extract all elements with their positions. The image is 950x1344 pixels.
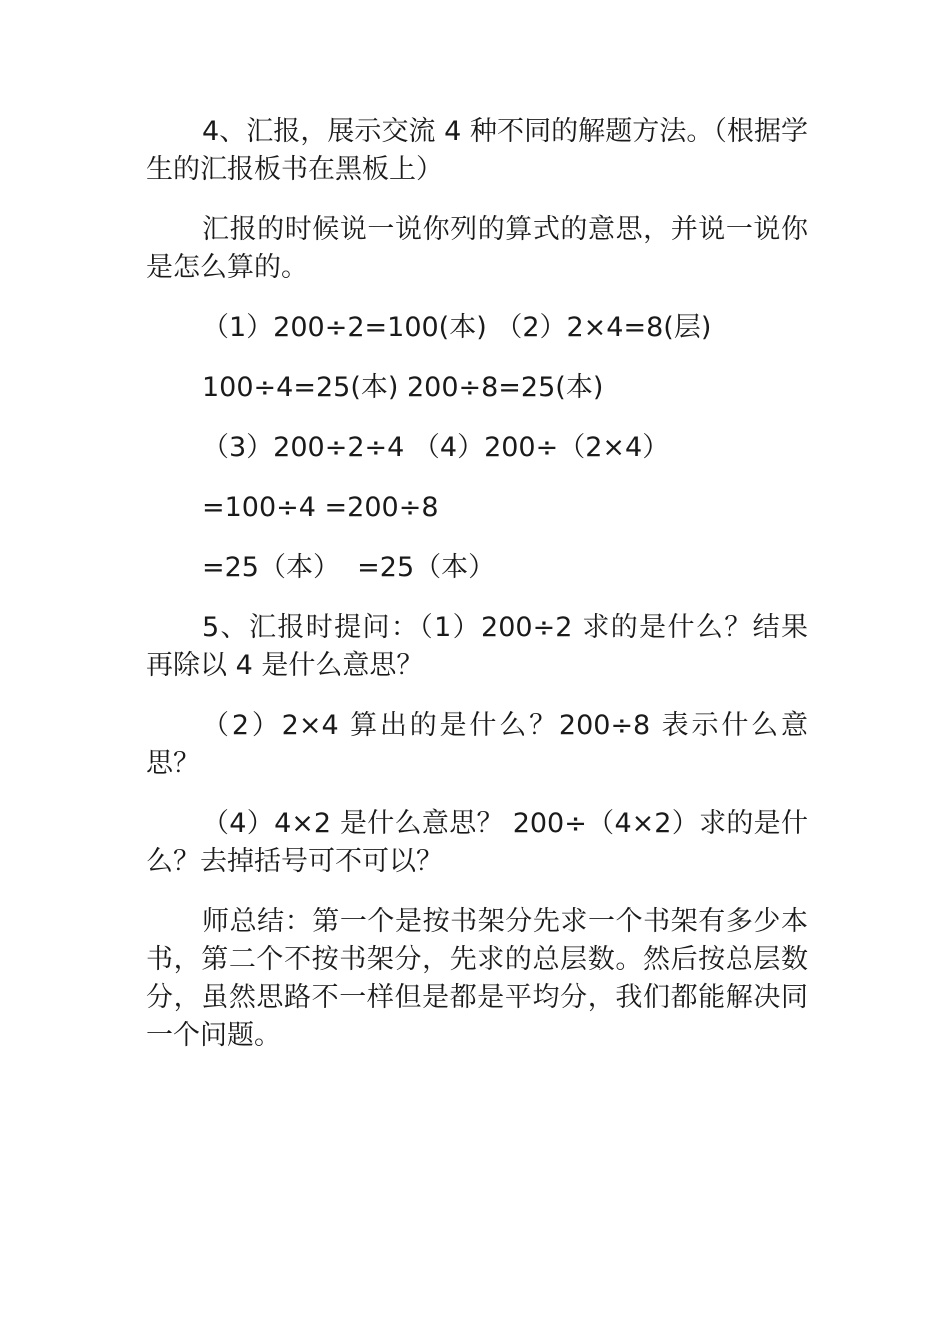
document-body (146, 113, 808, 1077)
paragraph-question-2: （2）2×4 算出的是什么？200÷8 表示什么意思？ (146, 710, 808, 779)
paragraph-teacher-summary: 师总结：第一个是按书架分先求一个书架有多少本书，第二个不按书架分，先求的总层数。然后按总层数分，虽然思路不一样但是都是平均分，我们都能解决同一个问题。 (146, 906, 808, 1051)
equation-line-4: =100÷4 =200÷8 (202, 492, 439, 523)
equation-line-3: （3）200÷2÷4 （4）200÷（2×4） (202, 432, 670, 463)
equation-line-1: （1）200÷2=100(本) （2）2×4=8(层) (202, 312, 712, 343)
paragraph-question-1: 5、汇报时提问：（1）200÷2 求的是什么？结果再除以 4 是什么意思？ (146, 612, 808, 681)
paragraph-report-instructions: 汇报的时候说一说你列的算式的意思，并说一说你是怎么算的。 (146, 214, 808, 283)
equation-line-2: 100÷4=25(本) 200÷8=25(本) (202, 372, 604, 403)
equation-line-5: =25（本） =25（本） (202, 552, 496, 583)
paragraph-report-methods: 4、汇报，展示交流 4 种不同的解题方法。（根据学生的汇报板书在黑板上） (146, 116, 808, 185)
paragraph-question-4: （4）4×2 是什么意思？ 200÷（4×2）求的是什么？去掉括号可不可以？ (146, 808, 808, 877)
